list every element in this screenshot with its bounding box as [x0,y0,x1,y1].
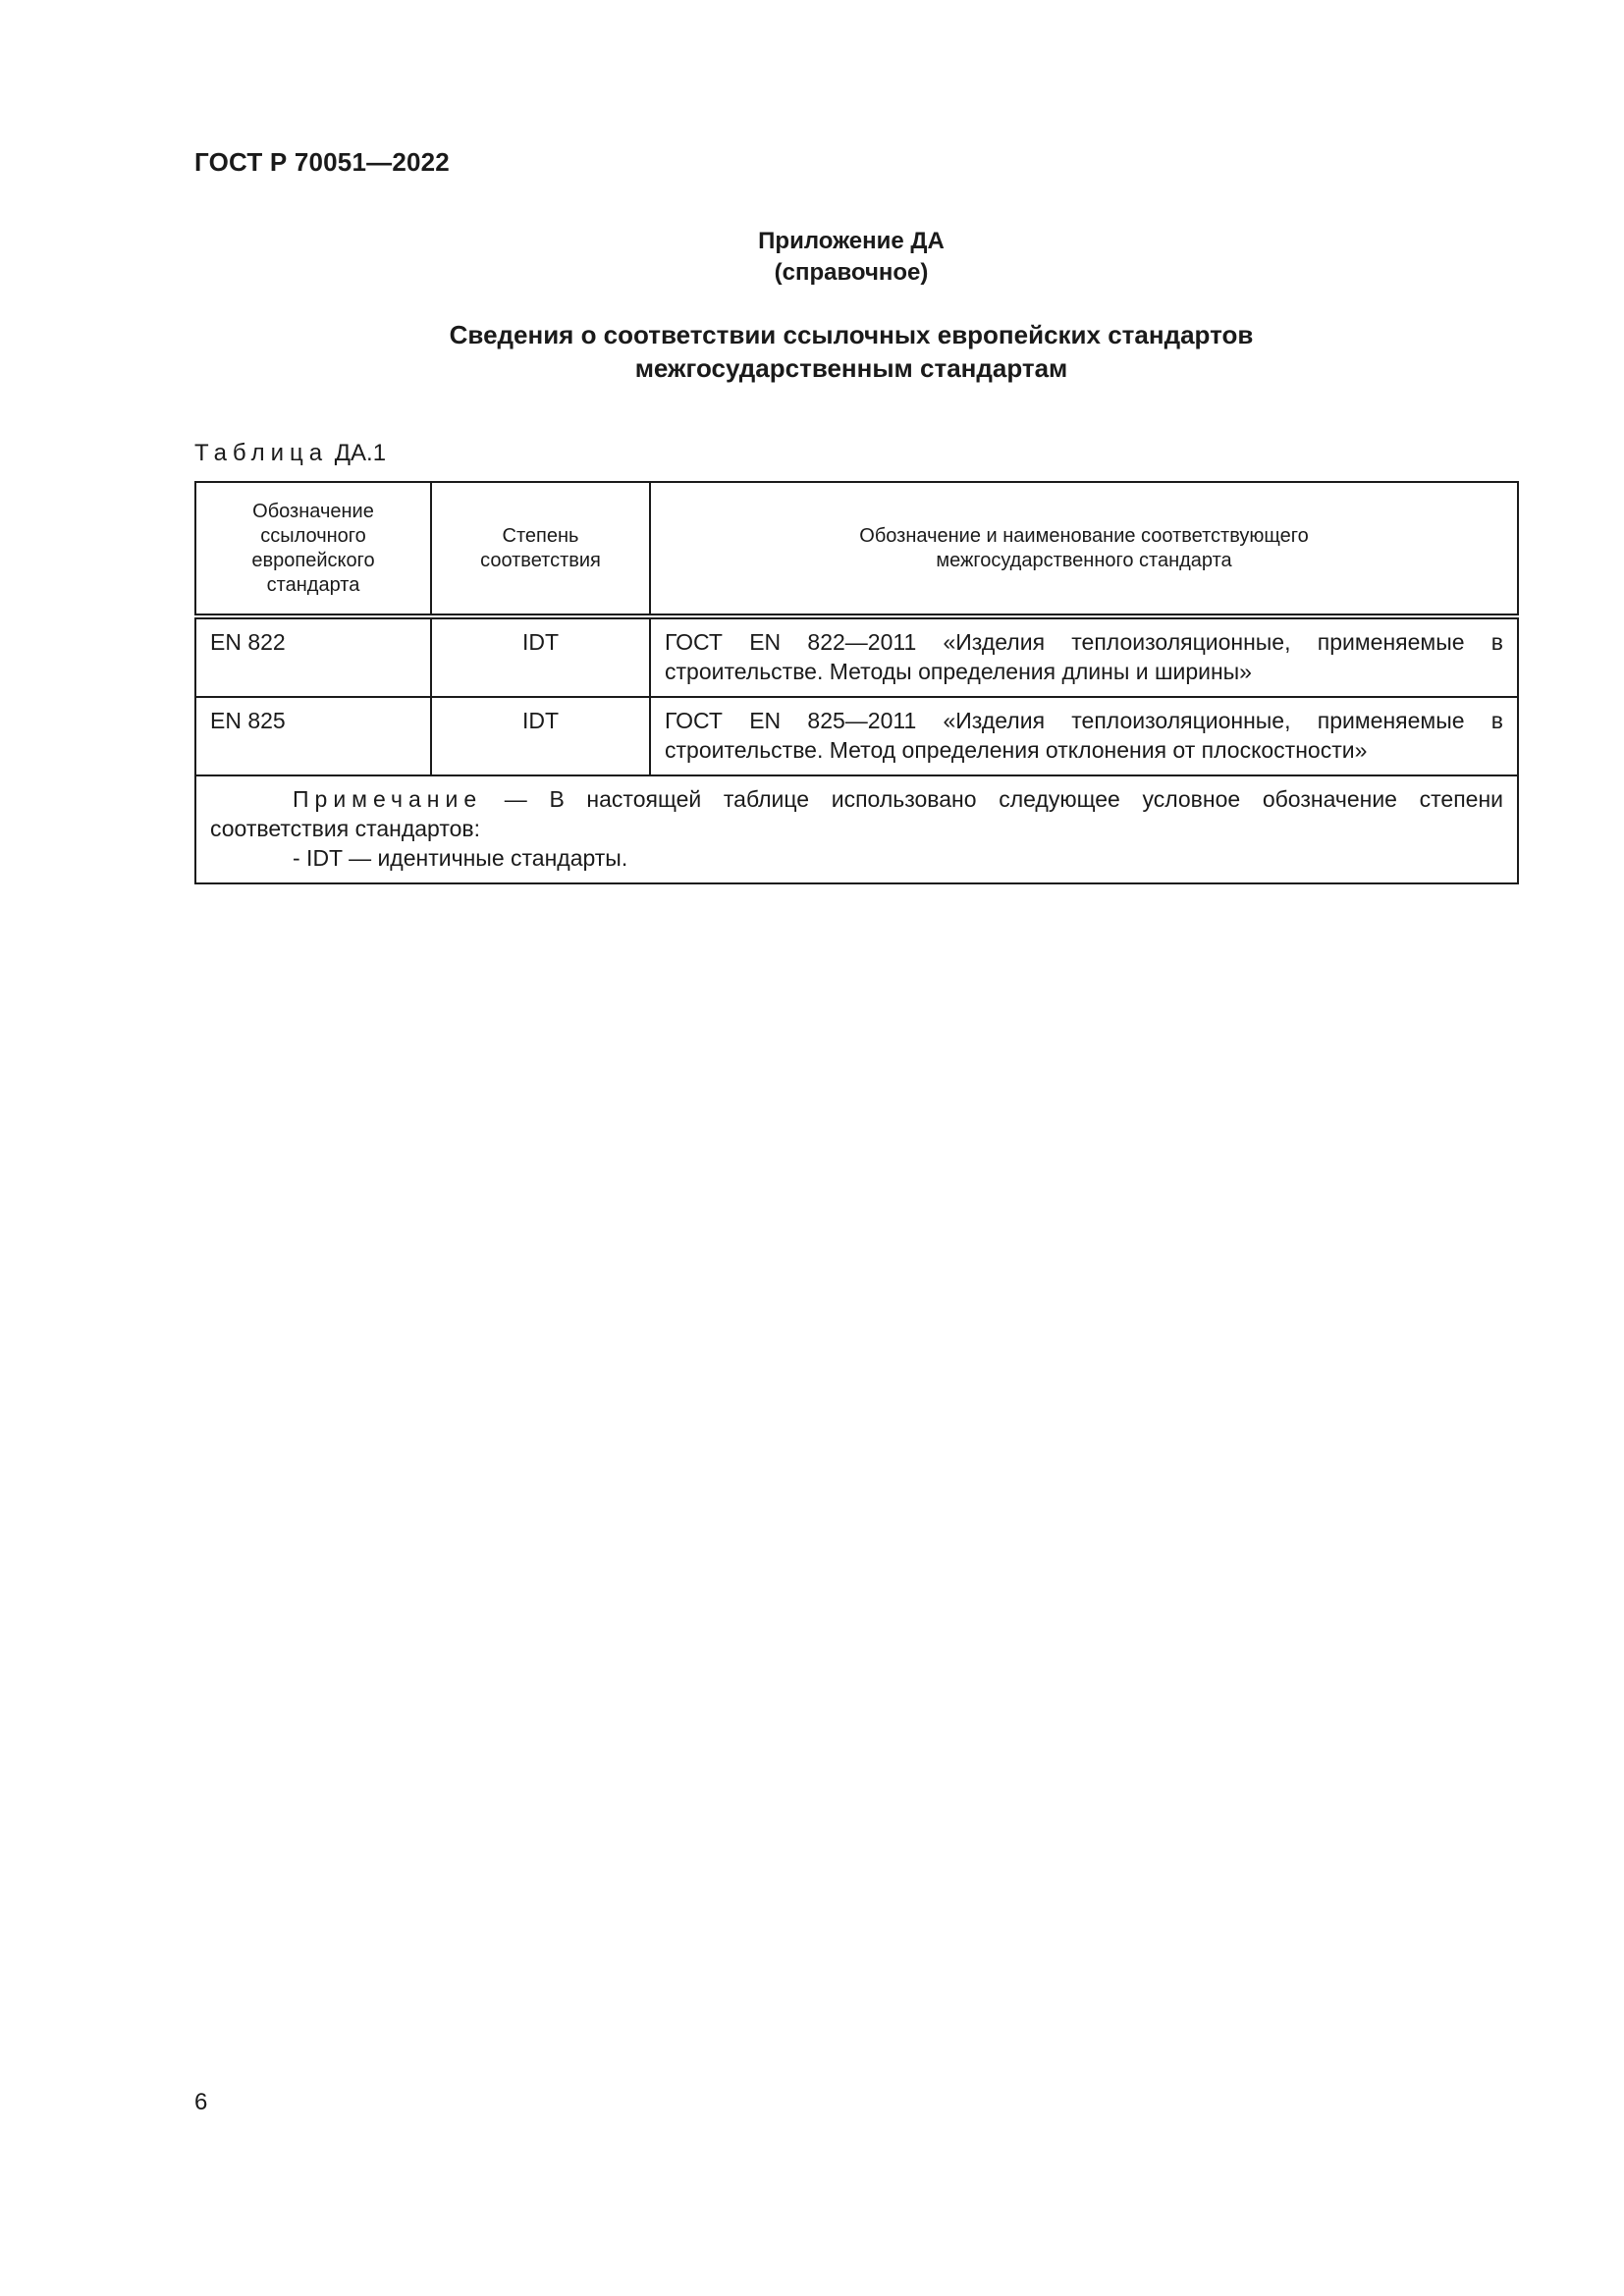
table-note [195,775,1518,883]
column-header-degree [431,482,650,616]
heading-line-2: межгосударственным стандартам [634,353,1068,383]
cell-degree: IDT [431,697,650,775]
heading-line-1: Сведения о соответствии ссылочных европейских стандартов [449,320,1254,349]
column-header-degree-text: Степень соответствия [480,524,601,571]
appendix-title: Приложение ДА [758,228,945,254]
cell-interstate: ГОСТ EN 822—2011 «Изделия теплоизоляционные, применяемые в строительстве. Методы определения длины и ширины» [650,616,1518,697]
table-row [195,616,1518,697]
cell-degree: IDT [431,616,650,697]
appendix-header [0,226,1624,289]
table-caption-label: Таблица [194,440,329,466]
column-header-interstate-text: Обозначение и наименование соответствующего межгосударственного стандарта [859,524,1309,571]
cell-ref: EN 825 [195,697,431,775]
note-list-item: - IDT — идентичные стандарты. [293,845,628,871]
table-caption-number: ДА.1 [334,440,387,466]
table-note-row [195,775,1518,883]
table-header-row [195,482,1518,616]
cell-interstate: ГОСТ EN 825—2011 «Изделия теплоизоляционные, применяемые в строительстве. Метод определения отклонения от плоскостности» [650,697,1518,775]
column-header-ref-text: Обозначение ссылочного европейского стандарта [251,500,375,596]
appendix-subtitle: (справочное) [774,259,929,286]
note-label: Примечание [293,786,483,812]
table-caption [194,440,386,467]
section-heading [0,318,1624,385]
page-number: 6 [194,2089,208,2115]
correspondence-table [194,481,1519,884]
column-header-ref [195,482,431,616]
note-paragraph [210,784,1503,843]
column-header-interstate [650,482,1518,616]
table-row [195,697,1518,775]
cell-ref: EN 822 [195,616,431,697]
document-code: ГОСТ Р 70051—2022 [194,147,450,177]
note-text: — В настоящей таблице использовано следующее условное обозначение степени соответствия стандартов: [210,786,1503,841]
